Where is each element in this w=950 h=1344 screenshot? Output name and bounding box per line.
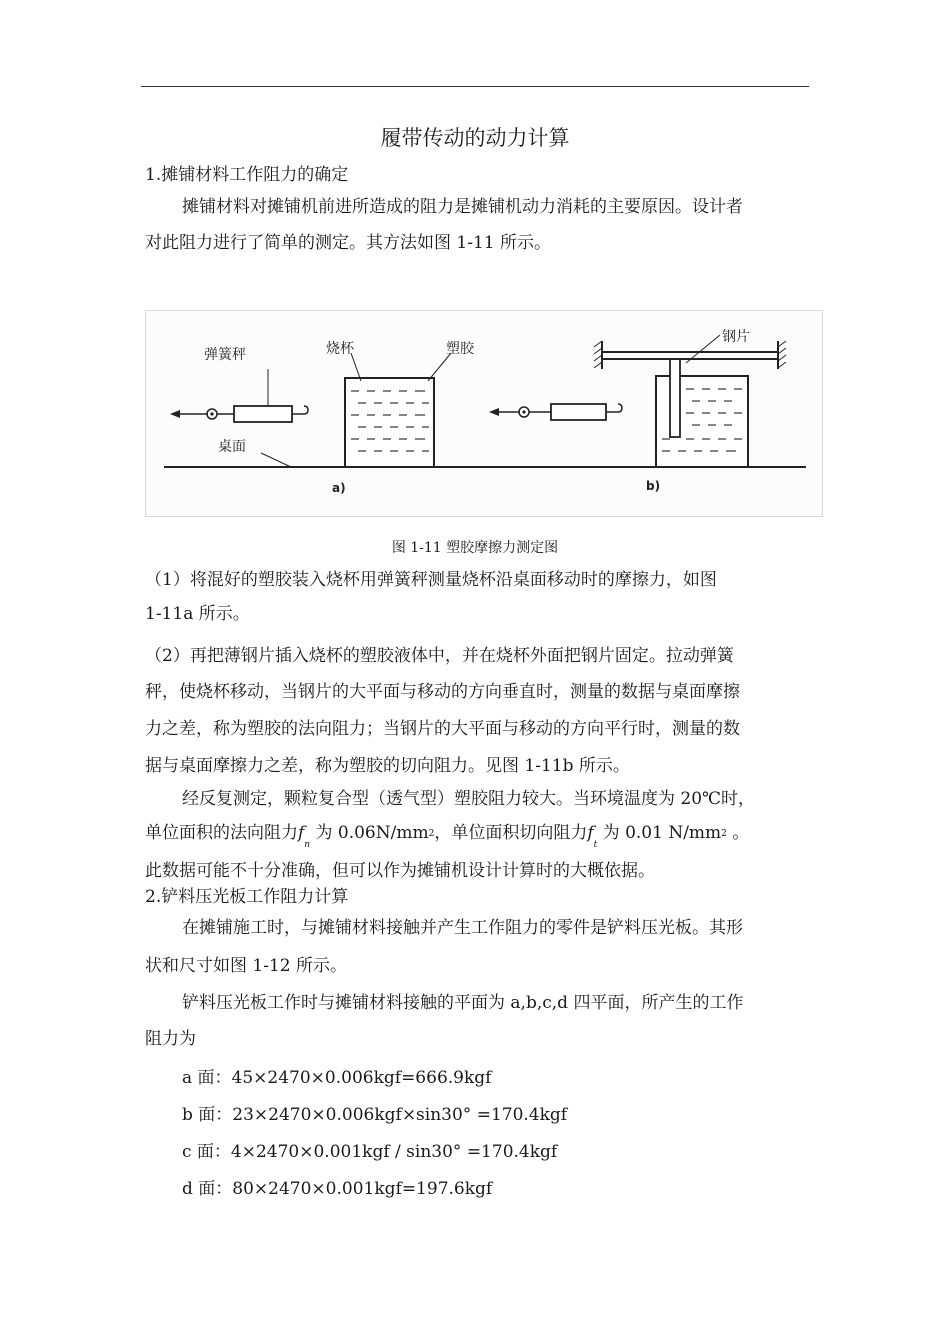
section2-line1: 在摊铺施工时，与摊铺材料接触并产生工作阻力的零件是铲料压光板。其形: [182, 918, 743, 938]
formula-d: d 面：80×2470×0.001kgf=197.6kgf: [182, 1179, 493, 1199]
section1-intro-line1: 摊铺材料对摊铺机前进所造成的阻力是摊铺机动力消耗的主要原因。设计者: [182, 197, 743, 217]
fn-symbol: f: [298, 823, 305, 843]
steel-plate: [670, 359, 680, 437]
beaker-leader-line: [351, 353, 361, 381]
label-plastic: 塑胶: [446, 341, 474, 357]
step2-line3: 力之差，称为塑胶的法向阻力；当钢片的大平面与移动的方向平行时，测量的数: [145, 719, 740, 739]
label-panel-b: b): [646, 479, 661, 493]
arrowhead-b: [489, 408, 499, 416]
figure-1-11: [145, 310, 823, 517]
formula-b: b 面：23×2470×0.006kgf×sin30° =170.4kgf: [182, 1105, 568, 1125]
left-wall-hatch: [594, 341, 602, 368]
section2-line4: 阻力为: [145, 1029, 196, 1049]
figure-drawing: [146, 311, 822, 516]
label-spring-scale: 弹簧秤: [204, 347, 246, 363]
section1-heading: 1.摊铺材料工作阻力的确定: [145, 165, 349, 185]
fixed-beam: [602, 352, 778, 359]
formula-a: a 面：45×2470×0.006kgf=666.9kgf: [182, 1068, 492, 1088]
step1-line2: 1-11a 所示。: [145, 604, 250, 624]
ft-symbol: f: [587, 823, 594, 843]
right-wall-hatch: [778, 341, 786, 368]
section1-intro-line2: 对此阻力进行了简单的测定。其方法如图 1-11 所示。: [145, 233, 551, 253]
hook-b: [618, 404, 622, 412]
result-line3: 此数据可能不十分准确，但可以作为摊铺机设计计算时的大概依据。: [145, 861, 655, 881]
section2-line3: 铲料压光板工作时与摊铺材料接触的平面为 a,b,c,d 四平面，所产生的工作: [182, 993, 744, 1013]
step1-line1: （1）将混好的塑胶装入烧杯用弹簧秤测量烧杯沿桌面移动时的摩擦力，如图: [145, 570, 717, 590]
result-line2: 单位面积的法向阻力$f_n$ 为 0.06N/mm2，单位面积切向阻力$f_t$ 为 0.01 N/mm2 。: [145, 823, 750, 850]
spring-scale-body-b: [551, 404, 606, 420]
section2-heading: 2.铲料压光板工作阻力计算: [145, 887, 349, 907]
step2-line4: 据与桌面摩擦力之差，称为塑胶的切向阻力。见图 1-11b 所示。: [145, 756, 630, 776]
hook-a: [304, 406, 308, 414]
table-leader-line: [261, 453, 291, 467]
label-beaker: 烧杯: [326, 341, 354, 357]
figure-caption: 图 1-11 塑胶摩擦力测定图: [391, 540, 559, 556]
plastic-leader-line: [428, 353, 451, 381]
step2-line2: 秤，使烧杯移动，当钢片的大平面与移动的方向垂直时，测量的数据与桌面摩擦: [145, 682, 740, 702]
label-steel-plate: 钢片: [722, 329, 750, 345]
spring-scale-body-a: [234, 406, 292, 422]
header-rule: [141, 86, 809, 87]
step2-line1: （2）再把薄钢片插入烧杯的塑胶液体中，并在烧杯外面把钢片固定。拉动弹簧: [145, 646, 734, 666]
section2-line2: 状和尺寸如图 1-12 所示。: [145, 956, 347, 976]
page-title: 履带传动的动力计算: [380, 126, 570, 150]
label-panel-a: a): [332, 481, 346, 495]
result-line1: 经反复测定，颗粒复合型（透气型）塑胶阻力较大。当环境温度为 20℃时，: [182, 789, 756, 809]
arrowhead-a: [170, 410, 180, 418]
formula-c: c 面：4×2470×0.001kgf / sin30° =170.4kgf: [182, 1142, 558, 1162]
label-table: 桌面: [218, 439, 246, 455]
